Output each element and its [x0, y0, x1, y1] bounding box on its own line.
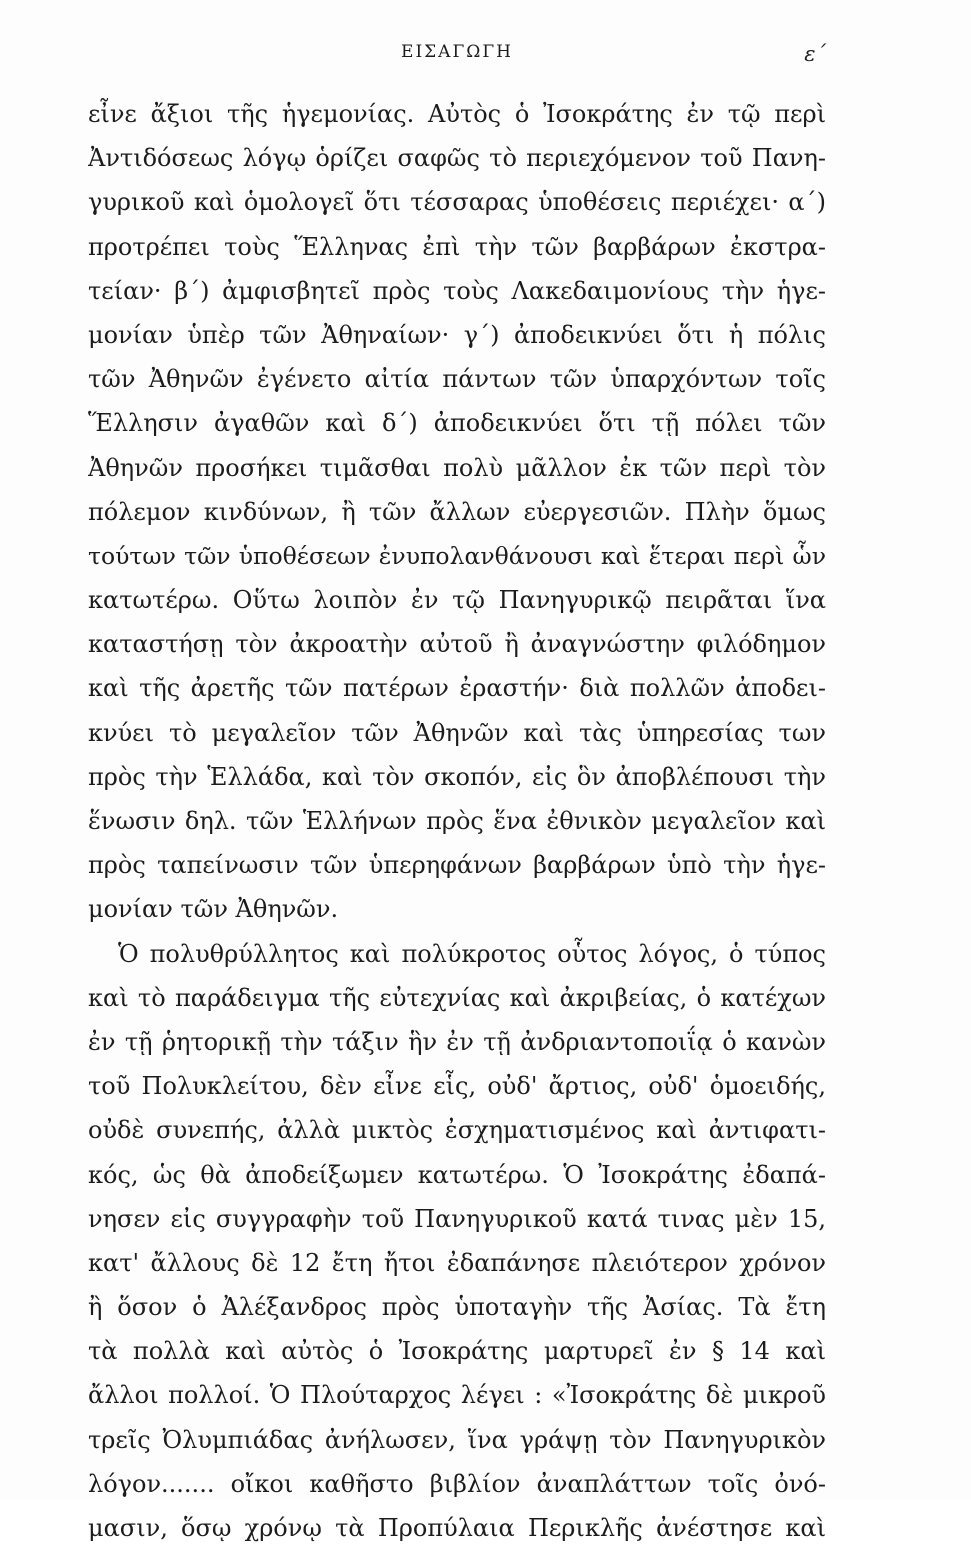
text-line: ἐν τῇ ῥητορικῇ τὴν τάξιν ἣν ἐν τῇ ἀνδριαντοποιΐᾳ ὁ κανὼν [88, 1027, 826, 1056]
text-line: προτρέπει τοὺς Ἕλληνας ἐπὶ τὴν τῶν βαρβάρων ἐκστρα- [88, 232, 826, 261]
text-line: Ὁ πολυθρύλλητος καὶ πολύκροτος οὗτος λόγος, ὁ τύπος [118, 939, 826, 968]
text-line: νησεν εἰς συγγραφὴν τοῦ Πανηγυρικοῦ κατά τινας μὲν 15, [88, 1204, 826, 1233]
text-line: κατ' ἄλλους δὲ 12 ἔτη ἤτοι ἐδαπάνησε πλειότερον χρόνον [88, 1248, 826, 1277]
text-line: οὐδὲ συνεπής, ἀλλὰ μικτὸς ἐσχηματισμένος καὶ ἀντιφατι- [88, 1116, 826, 1145]
text-line: λόγον....... οἴκοι καθῆστο βιβλίον ἀναπλάττων τοῖς ὀνό- [88, 1469, 826, 1498]
text-line: μονίαν ὑπὲρ τῶν Ἀθηναίων· γ΄) ἀποδεικνύει ὅτι ἡ πόλις [88, 320, 826, 349]
text-line: κατωτέρω. Οὕτω λοιπὸν ἐν τῷ Πανηγυρικῷ πειρᾶται ἵνα [88, 586, 826, 615]
text-line: Ἀντιδόσεως λόγῳ ὁρίζει σαφῶς τὸ περιεχόμενον τοῦ Πανη- [88, 144, 826, 173]
text-line: μονίαν τῶν Ἀθηνῶν. [88, 895, 339, 924]
text-line: κός, ὡς θὰ ἀποδείξωμεν κατωτέρω. Ὁ Ἰσοκράτης ἐδαπά- [88, 1160, 826, 1189]
text-line: τοῦ Πολυκλείτου, δὲν εἶνε εἷς, οὐδ' ἄρτιος, οὐδ' ὁμοειδής, [88, 1072, 826, 1101]
text-line: πόλεμον κινδύνων, ἢ τῶν ἄλλων εὐεργεσιῶν. Πλὴν ὅμως [88, 497, 826, 526]
text-line: πρὸς ταπείνωσιν τῶν ὑπερηφάνων βαρβάρων ὑπὸ τὴν ἡγε- [88, 851, 826, 880]
body-text [88, 92, 826, 1550]
running-title: ΕΙΣΑΓΩΓΗ [401, 42, 513, 62]
text-line: μασιν, ὅσῳ χρόνῳ τὰ Προπύλαια Περικλῆς ἀνέστησε καὶ [88, 1514, 826, 1542]
text-line: πρὸς τὴν Ἑλλάδα, καὶ τὸν σκοπόν, εἰς ὃν ἀποβλέπουσι τὴν [88, 762, 826, 791]
text-line: καὶ τῆς ἀρετῆς τῶν πατέρων ἐραστήν· διὰ πολλῶν ἀποδει- [88, 674, 826, 703]
text-line: καταστήσῃ τὸν ἀκροατὴν αὐτοῦ ἢ ἀναγνώστην φιλόδημον [88, 630, 826, 659]
text-line: εἶνε ἄξιοι τῆς ἡγεμονίας. Αὐτὸς ὁ Ἰσοκράτης ἐν τῷ περὶ [88, 100, 826, 128]
text-line: τῶν Ἀθηνῶν ἐγένετο αἰτία πάντων τῶν ὑπαρχόντων τοῖς [88, 365, 826, 394]
text-line: ἄλλοι πολλοί. Ὁ Πλούταρχος λέγει : «Ἰσοκράτης δὲ μικροῦ [88, 1381, 826, 1410]
text-line: γυρικοῦ καὶ ὁμολογεῖ ὅτι τέσσαρας ὑποθέσεις περιέχει· α΄) [88, 188, 826, 217]
text-line: κνύει τὸ μεγαλεῖον τῶν Ἀθηνῶν καὶ τὰς ὑπηρεσίας των [88, 718, 826, 747]
text-line: ἢ ὅσον ὁ Ἀλέξανδρος πρὸς ὑποταγὴν τῆς Ἀσίας. Τὰ ἔτη [88, 1293, 826, 1322]
running-head [88, 42, 826, 72]
text-line: Ἀθηνῶν προσήκει τιμᾶσθαι πολὺ μᾶλλον ἐκ τῶν περὶ τὸν [88, 453, 826, 482]
page-number: ε΄ [804, 42, 826, 66]
text-line: καὶ τὸ παράδειγμα τῆς εὐτεχνίας καὶ ἀκριβείας, ὁ κατέχων [88, 983, 826, 1012]
text-line: τούτων τῶν ὑποθέσεων ἐνυπολανθάνουσι καὶ ἕτεραι περὶ ὧν [88, 541, 826, 570]
text-line: τείαν· β΄) ἀμφισβητεῖ πρὸς τοὺς Λακεδαιμονίους τὴν ἡγε- [88, 276, 826, 305]
text-line: τρεῖς Ὀλυμπιάδας ἀνήλωσεν, ἵνα γράψῃ τὸν Πανηγυρικὸν [88, 1425, 826, 1454]
text-line: ἕνωσιν δηλ. τῶν Ἑλλήνων πρὸς ἕνα ἐθνικὸν μεγαλεῖον καὶ [88, 807, 826, 835]
text-line: Ἕλλησιν ἀγαθῶν καὶ δ΄) ἀποδεικνύει ὅτι τῇ πόλει τῶν [88, 409, 826, 438]
text-line: τὰ πολλὰ καὶ αὐτὸς ὁ Ἰσοκράτης μαρτυρεῖ ἐν § 14 καὶ [88, 1337, 826, 1366]
